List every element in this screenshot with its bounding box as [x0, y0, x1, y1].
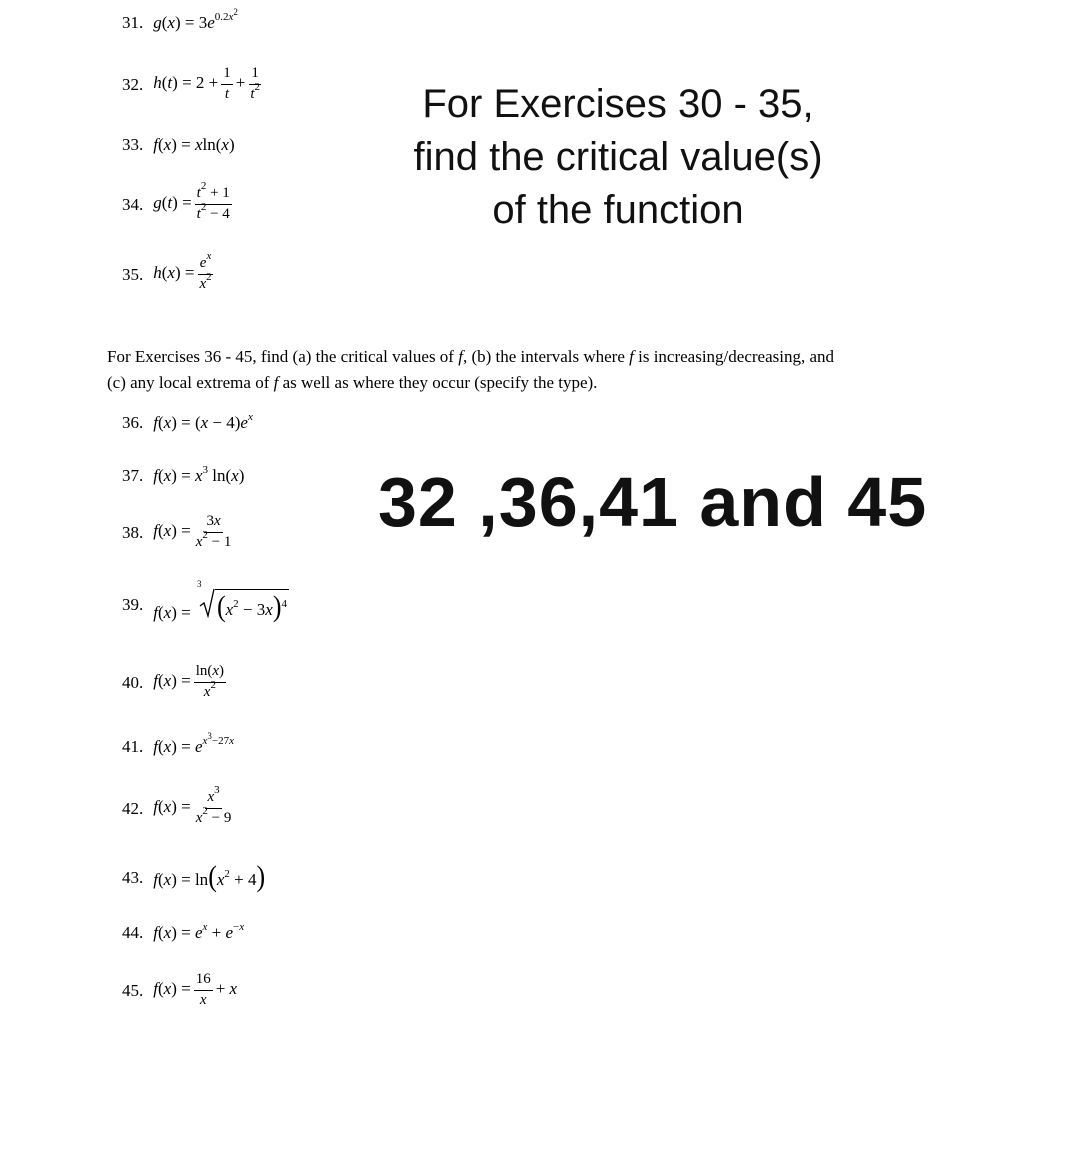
- exercise-35: [122, 250, 217, 293]
- exercise-31: [122, 7, 238, 32]
- formula: $f(x) = e^{x^3-27x}$: [153, 731, 234, 756]
- exercise-43: [122, 859, 266, 894]
- radical-sign: [199, 588, 215, 618]
- formula: f(x) = $\frac{x^3}{x^2 - 9}$: [153, 784, 232, 826]
- formula: f(x) = 3 $(x^2 - 3x)^4$: [153, 579, 287, 624]
- exercise-number: 36.: [122, 413, 144, 432]
- exercise-34: [122, 180, 235, 223]
- header-note-line: For Exercises 30 - 35,: [422, 82, 814, 126]
- exercise-33: [122, 136, 235, 153]
- formula: f(x) = xln(x): [153, 135, 235, 154]
- formula: g(t) = $\frac{t^2 + 1}{t^2 - 4}$: [153, 180, 230, 222]
- formula: $f(x) = \ln(x^2 + 4)$: [153, 859, 266, 894]
- exercise-32: [122, 66, 265, 103]
- formula: $f(x) = x^3$ ln(x): [153, 464, 245, 485]
- formula: $f(x) = e^x + e^{-x}$: [153, 921, 245, 942]
- header-note: [348, 78, 888, 237]
- exercise-number: 34.: [122, 194, 144, 214]
- exercise-39: [122, 579, 289, 624]
- header-note-line: of the function: [492, 188, 744, 232]
- exercise-number: 41.: [122, 737, 144, 756]
- exercise-number: 44.: [122, 923, 144, 942]
- exercise-36: [122, 411, 253, 432]
- exercise-number: 42.: [122, 798, 144, 818]
- exercise-number: 43.: [122, 867, 144, 887]
- cube-root: 3 $(x^2 - 3x)^4$: [196, 579, 287, 624]
- exercise-number: 37.: [122, 466, 144, 485]
- formula: h(t) = 2 + $\frac{1}{t}$ + $\frac{1}{t^2}$: [153, 65, 261, 102]
- instructions: For Exercises 36 - 45, find (a) the critical values of f, (b) the intervals where f is increasing/decreasing, and (c) any local extrema of f as well as where they occur (specify the type).: [107, 347, 835, 392]
- exercise-number: 40.: [122, 672, 144, 692]
- formula: f(x) = $\frac{3x}{x^2 - 1}$: [153, 513, 232, 550]
- formula: $f(x) = (x - 4)e^x$: [153, 411, 253, 432]
- exercise-38: [122, 514, 236, 551]
- exercise-37: [122, 464, 245, 485]
- formula: $g(x) = 3e^{0.2x^2}$: [153, 7, 238, 32]
- exercise-number: 31.: [122, 13, 144, 32]
- exercise-number: 35.: [122, 264, 144, 284]
- formula: h(x) = $\frac{e^x}{x^2}$: [153, 250, 212, 292]
- exercise-41: [122, 731, 234, 756]
- exercise-45: [122, 972, 237, 1009]
- exercise-number: 33.: [122, 135, 144, 154]
- assigned-problems-note: 32 ,36,41 and 45: [378, 463, 928, 541]
- exercise-number: 38.: [122, 522, 144, 542]
- exercise-number: 45.: [122, 980, 144, 1000]
- formula: f(x) = $\frac{16}{x}$ + x: [153, 971, 238, 1008]
- header-note-line: find the critical value(s): [413, 135, 823, 179]
- exercise-44: [122, 921, 245, 942]
- exercise-40: [122, 664, 229, 701]
- exercise-number: 39.: [122, 595, 144, 614]
- exercise-42: [122, 784, 236, 827]
- exercise-number: 32.: [122, 74, 144, 94]
- formula: f(x) = $\frac{\ln(x)}{x^2}$: [153, 663, 225, 700]
